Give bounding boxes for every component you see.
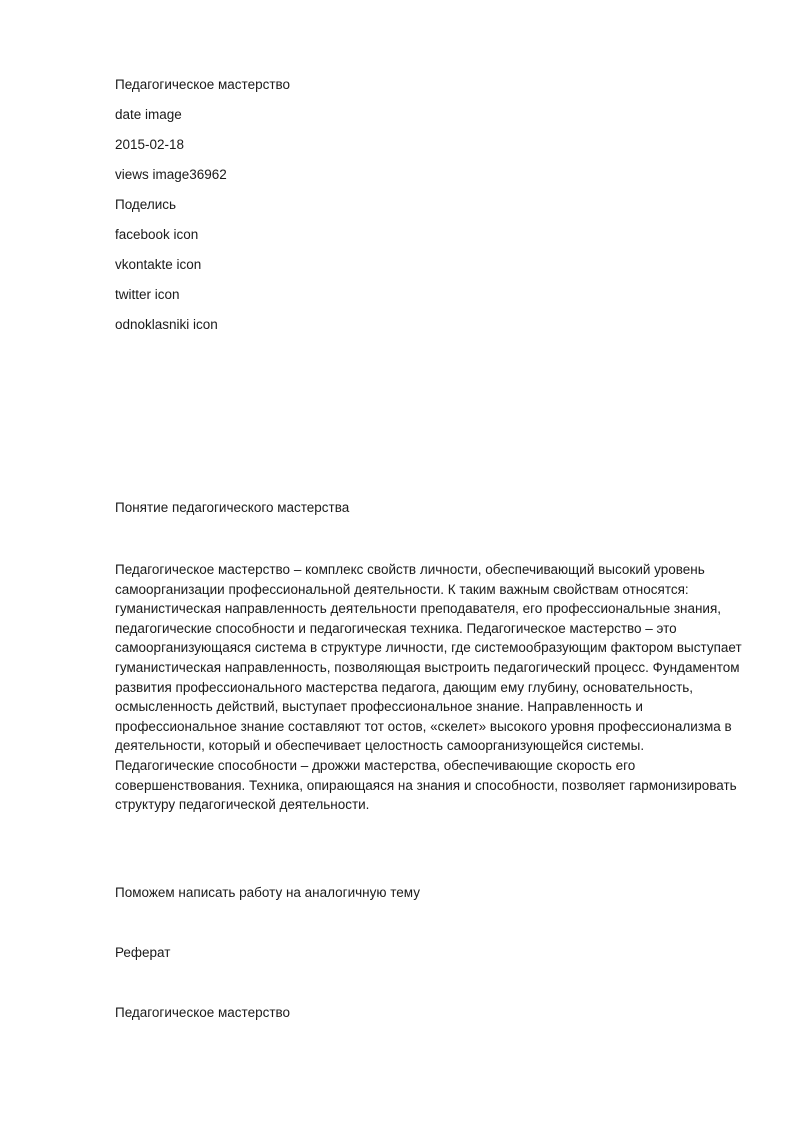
paragraph-line: осмысленность действий, выступает профессиональное знание. Направленность и — [115, 699, 643, 715]
page-title: Педагогическое мастерство — [115, 77, 291, 92]
paragraph-line: деятельности, который и обеспечивает целостность самоорганизующейся системы. — [115, 738, 645, 754]
article-heading: Понятие педагогического мастерства — [115, 500, 350, 515]
odnoklassniki-icon[interactable]: odnoklasniki icon — [115, 317, 218, 332]
paragraph-line: профессиональное знание составляют тот остов, «скелет» высокого уровня профессионализма в — [115, 718, 732, 734]
paragraph-line: развития профессионального мастерства педагога, дающим ему глубину, основательность, — [115, 679, 694, 695]
publish-date: 2015-02-18 — [115, 137, 185, 152]
paragraph-line: структуру педагогической деятельности. — [115, 797, 370, 813]
paragraph-line: Педагогические способности – дрожжи мастерства, обеспечивающие скорость его — [115, 757, 636, 773]
views-count: views image36962 — [115, 167, 227, 182]
help-text: Поможем написать работу на аналогичную тему — [115, 885, 420, 900]
article-paragraph — [115, 560, 755, 815]
paragraph-line: гуманистическая направленность, позволяющая выстроить педагогический процесс. Фундаментом — [115, 659, 740, 675]
paragraph-line: самоорганизующаяся система в структуре личности, где системообразующим фактором выступает — [115, 640, 742, 656]
work-title-link[interactable]: Педагогическое мастерство — [115, 1005, 291, 1020]
twitter-icon[interactable]: twitter icon — [115, 287, 180, 302]
paragraph-line: самоорганизации профессиональной деятельности. К таким важным свойствам относятся: — [115, 581, 689, 597]
share-label: Поделись — [115, 197, 177, 212]
paragraph-line: гуманистическая направленность деятельности преподавателя, его профессиональные знания, — [115, 601, 722, 617]
work-type-link[interactable]: Реферат — [115, 945, 171, 960]
paragraph-line: совершенствования. Техника, опирающаяся на знания и способности, позволяет гармонизировать — [115, 777, 737, 793]
date-icon: date image — [115, 107, 182, 122]
paragraph-line: Педагогическое мастерство – комплекс свойств личности, обеспечивающий высокий уровень — [115, 562, 705, 577]
facebook-icon[interactable]: facebook icon — [115, 227, 199, 242]
vkontakte-icon[interactable]: vkontakte icon — [115, 257, 202, 272]
paragraph-line: педагогические способности и педагогическая техника. Педагогическое мастерство – это — [115, 620, 677, 636]
